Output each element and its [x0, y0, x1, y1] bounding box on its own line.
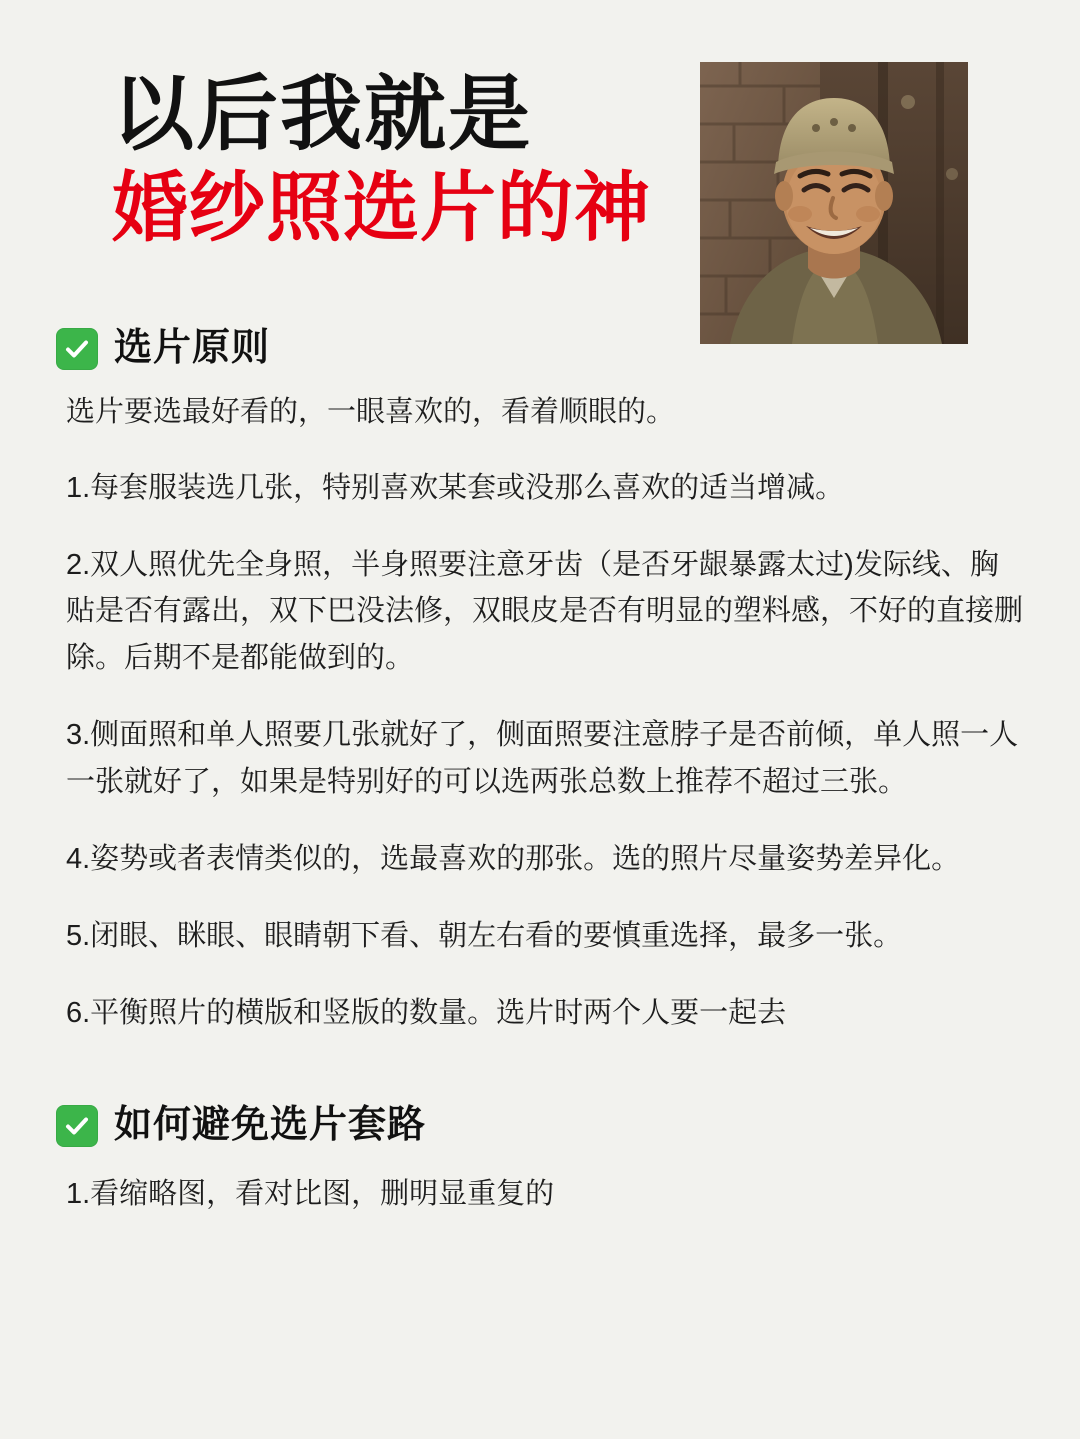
section-header [56, 1103, 1024, 1149]
page-title [112, 69, 732, 253]
list-item: 5.闭眼、眯眼、眼睛朝下看、朝左右看的要慎重选择，最多一张。 [66, 920, 903, 953]
section-title: 选片原则 [114, 327, 271, 369]
section-avoid-traps [56, 1103, 1024, 1217]
white-check-mark-icon [56, 1105, 98, 1147]
header [56, 0, 1024, 300]
section-lead: 选片要选最好看的，一眼喜欢的，看着顺眼的。 [66, 395, 676, 428]
list-item: 2.双人照优先全身照，半身照要注意牙齿（是否牙龈暴露太过)发际线、胸贴是否有露出，双下巴没法修，双眼皮是否有明显的塑料感，不好的直接删除。后期不是都能做到的。 [66, 548, 1024, 675]
title-line-1: 以后我就是 [112, 69, 533, 160]
list-item: 1.看缩略图，看对比图，删明显重复的 [66, 1177, 555, 1210]
list-item: 3.侧面照和单人照要几张就好了，侧面照要注意脖子是否前倾，单人照一人一张就好了，如果是特别好的可以选两张总数上推荐不超过三张。 [66, 719, 1019, 799]
white-check-mark-icon [56, 328, 98, 370]
section-title: 如何避免选片套路 [114, 1104, 427, 1147]
soldier-smiling-photo [700, 62, 968, 344]
list-item: 1.每套服装选几张，特别喜欢某套或没那么喜欢的适当增减。 [66, 471, 845, 504]
section-selection-principles [56, 326, 1024, 1037]
list-item: 4.姿势或者表情类似的，选最喜欢的那张。选的照片尽量姿势差异化。 [66, 843, 961, 876]
list-item: 6.平衡照片的横版和竖版的数量。选片时两个人要一起去 [66, 997, 787, 1030]
title-line-2: 婚纱照选片的神 [112, 165, 651, 251]
